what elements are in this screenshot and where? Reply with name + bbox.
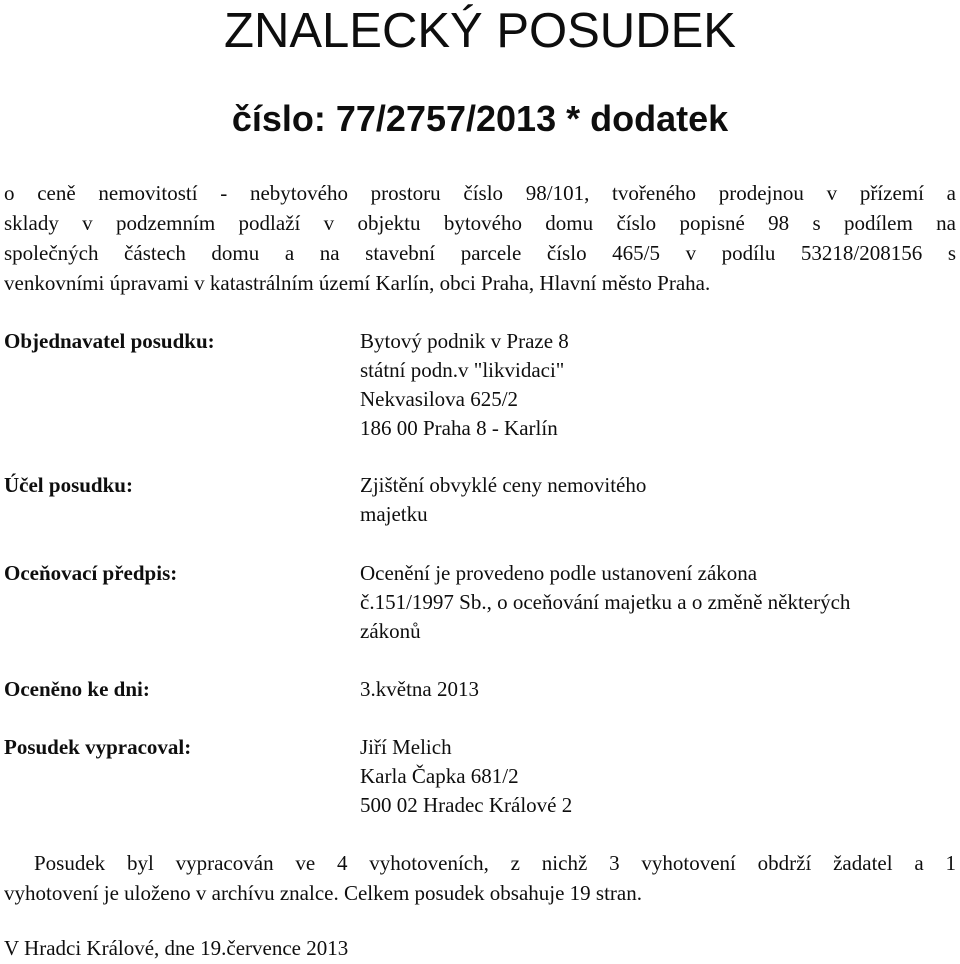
regulation-label: Oceňovací předpis:	[4, 561, 178, 585]
regulation-line: Ocenění je provedeno podle ustanovení zákona	[360, 561, 758, 585]
purpose-label: Účel posudku:	[4, 473, 133, 497]
footer-paragraph	[4, 848, 956, 908]
client-label: Objednavatel posudku:	[4, 329, 215, 353]
purpose-value	[360, 471, 646, 529]
intro-line: o ceně nemovitostí - nebytového prostoru číslo 98/101, tvořeného prodejnou v přízemí a	[4, 181, 956, 205]
author-line: 500 02 Hradec Králové 2	[360, 793, 573, 817]
regulation-value	[360, 559, 850, 646]
footer-line: vyhotovení je uloženo v archívu znalce. Celkem posudek obsahuje 19 stran.	[4, 881, 642, 905]
client-line: Nekvasilova 625/2	[360, 387, 519, 411]
client-line: Bytový podnik v Praze 8	[360, 329, 569, 353]
purpose-line: majetku	[360, 502, 428, 526]
author-value	[360, 733, 572, 820]
intro-line: venkovními úpravami v katastrálním území Karlín, obci Praha, Hlavní město Praha.	[4, 271, 711, 295]
footer-line: Posudek byl vypracován ve 4 vyhotoveních, z nichž 3 vyhotovení obdrží žadatel a 1	[34, 851, 956, 875]
client-value	[360, 327, 569, 443]
document-number: číslo: 77/2757/2013 * dodatek	[231, 98, 729, 139]
regulation-line: č.151/1997 Sb., o oceňování majetku a o změně některých	[360, 590, 851, 614]
valuation-date-label: Oceněno ke dni:	[4, 677, 150, 701]
author-label: Posudek vypracoval:	[4, 735, 192, 759]
document-title: ZNALECKÝ POSUDEK	[224, 4, 736, 58]
intro-paragraph	[4, 178, 956, 298]
place-date: V Hradci Králové, dne 19.července 2013	[4, 936, 349, 960]
intro-line: sklady v podzemním podlaží v objektu bytového domu číslo popisné 98 s podílem na	[4, 211, 956, 235]
client-line: 186 00 Praha 8 - Karlín	[360, 416, 558, 440]
client-line: státní podn.v "likvidaci"	[360, 358, 565, 382]
valuation-date-value: 3.května 2013	[360, 677, 479, 701]
purpose-line: Zjištění obvyklé ceny nemovitého	[360, 473, 647, 497]
author-line: Karla Čapka 681/2	[360, 764, 519, 788]
regulation-line: zákonů	[360, 619, 421, 643]
author-line: Jiří Melich	[360, 735, 452, 759]
intro-line: společných částech domu a na stavební parcele číslo 465/5 v podílu 53218/208156 s	[4, 241, 956, 265]
